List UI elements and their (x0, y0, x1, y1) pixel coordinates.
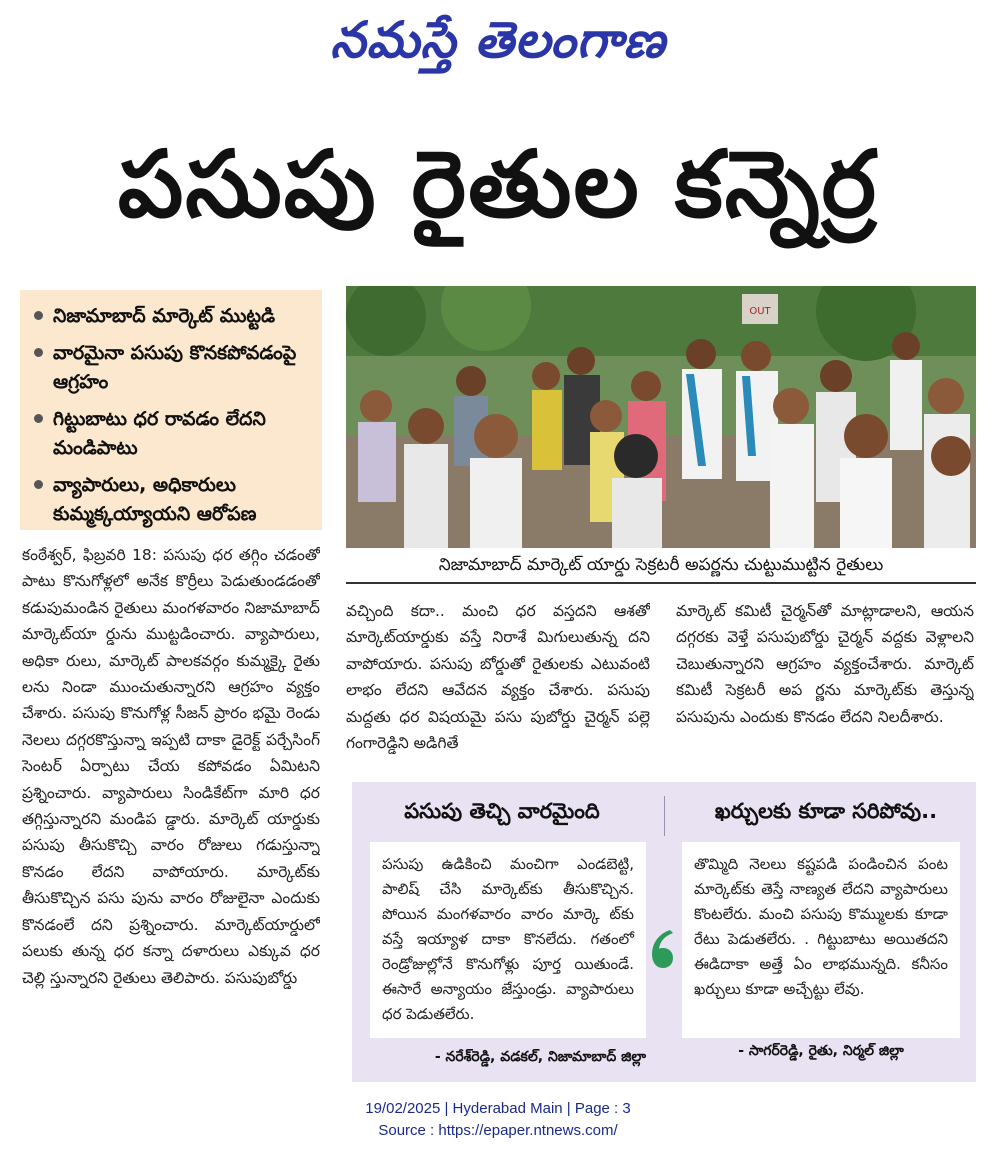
highlight-item (34, 339, 312, 397)
highlights-box (20, 290, 322, 530)
bullet-icon (34, 311, 43, 320)
quote-title-right: ఖర్చులకు కూడా సరిపోవు.. (714, 799, 938, 823)
page-footer (0, 1098, 996, 1142)
highlight-item (34, 471, 312, 529)
footer-source-link[interactable]: Source : https://epaper.ntnews.com/ (378, 1122, 618, 1139)
quote-title-left: పసుపు తెచ్చి వారమైంది (404, 799, 600, 823)
farmer-quotes-box (352, 782, 976, 1082)
photo-caption: నిజామాబాద్ మార్కెట్ యార్డు సెక్రటరీ అపర్ణను చుట్టుముట్టిన రైతులు (346, 548, 976, 584)
quote-divider (664, 796, 665, 836)
highlight-text: వ్యాపారులు, అధికారులు కుమ్మక్కయ్యాయని ఆరోపణ (53, 474, 257, 525)
bullet-icon (34, 480, 43, 489)
highlight-text: నిజామాబాద్ మార్కెట్ ముట్టడి (53, 305, 276, 327)
photo-sign-text: OUT (749, 306, 771, 317)
article-column-3: మార్కెట్ కమిటీ చైర్మన్‌తో మాట్లాడాలని, ఆయన దగ్గరకు వెళ్తే పసుపుబోర్డు చైర్మన్ వద్దకు వెళ్లాలని చెబుతున్నారని ఆగ్రహం వ్యక్తంచేశారు. మార్కెట్ కమిటీ సెక్రటరీ అప ర్ణను మార్కెట్‌కు తెస్తున్న పసుపును ఎందుకు కొనడం లేదని నిలదీశారు. (676, 602, 974, 726)
news-photo (346, 286, 976, 548)
article-column-2: వచ్చింది కదా.. మంచి ధర వస్తదని ఆశతో మార్కెట్‌యార్డుకు వస్తే నిరాశే మిగులుతున్న దని వాపోయారు. పసుపు బోర్డుతో రైతులకు ఎటువంటి లాభం లేదని ఆవేదన వ్యక్తం చేశారు. పసుపు మద్దతు ధర విషయమై పసు పుబోర్డు చైర్మన్ పల్లె గంగారెడ్డిని అడిగితే (346, 602, 650, 753)
headline: పసుపు రైతుల కన్నెర్ర (117, 131, 879, 238)
footer-edition-info: 19/02/2025 | Hyderabad Main | Page : 3 (365, 1100, 631, 1117)
quote-attribution-left: - నరేశ్‌రెడ్డి, వడకల్, నిజామాబాద్ జిల్లా (434, 1049, 646, 1065)
highlight-item (34, 302, 312, 331)
quote-body-left: పసుపు ఉడికించి మంచిగా ఎండబెట్టి, పాలిష్ చేసి మార్కెట్‌కు తీసుకొచ్చిన. పోయిన మంగళవారం వారం మార్కె ట్‌కు వస్తే ఇయ్యాళ దాకా కొనలేదు. గతంలో రెండ్రోజుల్లోనే కొనుగోళ్లు పూర్త యితుండే. ఈసారే అన్యాయం జేస్తుండ్రు. వ్యాపారులు ధర పెడుతలేరు. (370, 842, 646, 1038)
bullet-icon (34, 348, 43, 357)
crowd-photo-illustration (346, 286, 976, 548)
masthead-title: నమస్తే తెలంగాణ (330, 10, 666, 69)
highlight-text: గిట్టుబాటు ధర రావడం లేదని మండిపాటు (53, 408, 266, 459)
quote-attribution-right: - సాగర్‌రెడ్డి, రైతు, నిర్మల్ జిల్లా (738, 1043, 904, 1059)
quote-body-right: తొమ్మిది నెలలు కష్టపడి పండించిన పంట మార్కెట్‌కు తెస్తే నాణ్యత లేదని వ్యాపారులు కొంటలేరు. మంచి పసుపు కొమ్ములకు కూడా రేటు పెడుతలేరు. . గిట్టుబాటు అయితదని ఈడిదాకా అత్తే ఏం లాభమున్నది. కనీసం ఖర్చులు కూడా అచ్చేట్టు లేవు. (682, 842, 960, 1038)
quote-mark-icon (648, 928, 678, 970)
highlight-text: వారమైనా పసుపు కొనకపోవడంపై ఆగ్రహం (53, 342, 297, 393)
article-column-1: కంఠేశ్వర్, ఫిబ్రవరి 18: పసుపు ధర తగ్గిం చడంతో పాటు కొనుగోళ్లలో అనేక కొర్రీలు పెడుతుండడంతో కడుపుమండిన రైతులు మంగళవారం నిజామాబాద్ మార్కెట్‌యా ర్డును ముట్టడించారు. వ్యాపారులు, అధికా రులు, మార్కెట్ పాలకవర్గం కుమ్మక్కై రైతు లను నిండా ముంచుతున్నారని ఆగ్రహం వ్యక్తం చేశారు. పసుపు కొనుగోళ్ల సీజన్ ప్రారం భమై రెండు నెలలు దగ్గరకొస్తున్నా ఇప్పటి దాకా డైరెక్ట్ పర్చేసింగ్ సెంటర్ ఏర్పాటు చేయ కపోవడం ఏమిటని ప్రశ్నించారు. వ్యాపారులు సిండికేట్‌గా మారి ధర తగ్గిస్తున్నారని మండిప డ్డారు. మార్కెట్ యార్డుకు పసుపు తీసుకొచ్చి వారం రోజులు గడుస్తున్నా కొనడం లేదని వాపోయారు. మార్కెట్‌కు తీసుకొచ్చిన పసు పును వారం రోజులైనా ఎందుకు కొనడంలే దని ప్రశ్నించారు. మార్కెట్‌యార్డులో పలుకు తున్న ధర కన్నా దళారులు ఎక్కువ ధర చెల్లి స్తున్నారని రైతులు తెలిపారు. పసుపుబోర్డు (22, 546, 320, 987)
bullet-icon (34, 414, 43, 423)
highlight-item (34, 405, 312, 463)
